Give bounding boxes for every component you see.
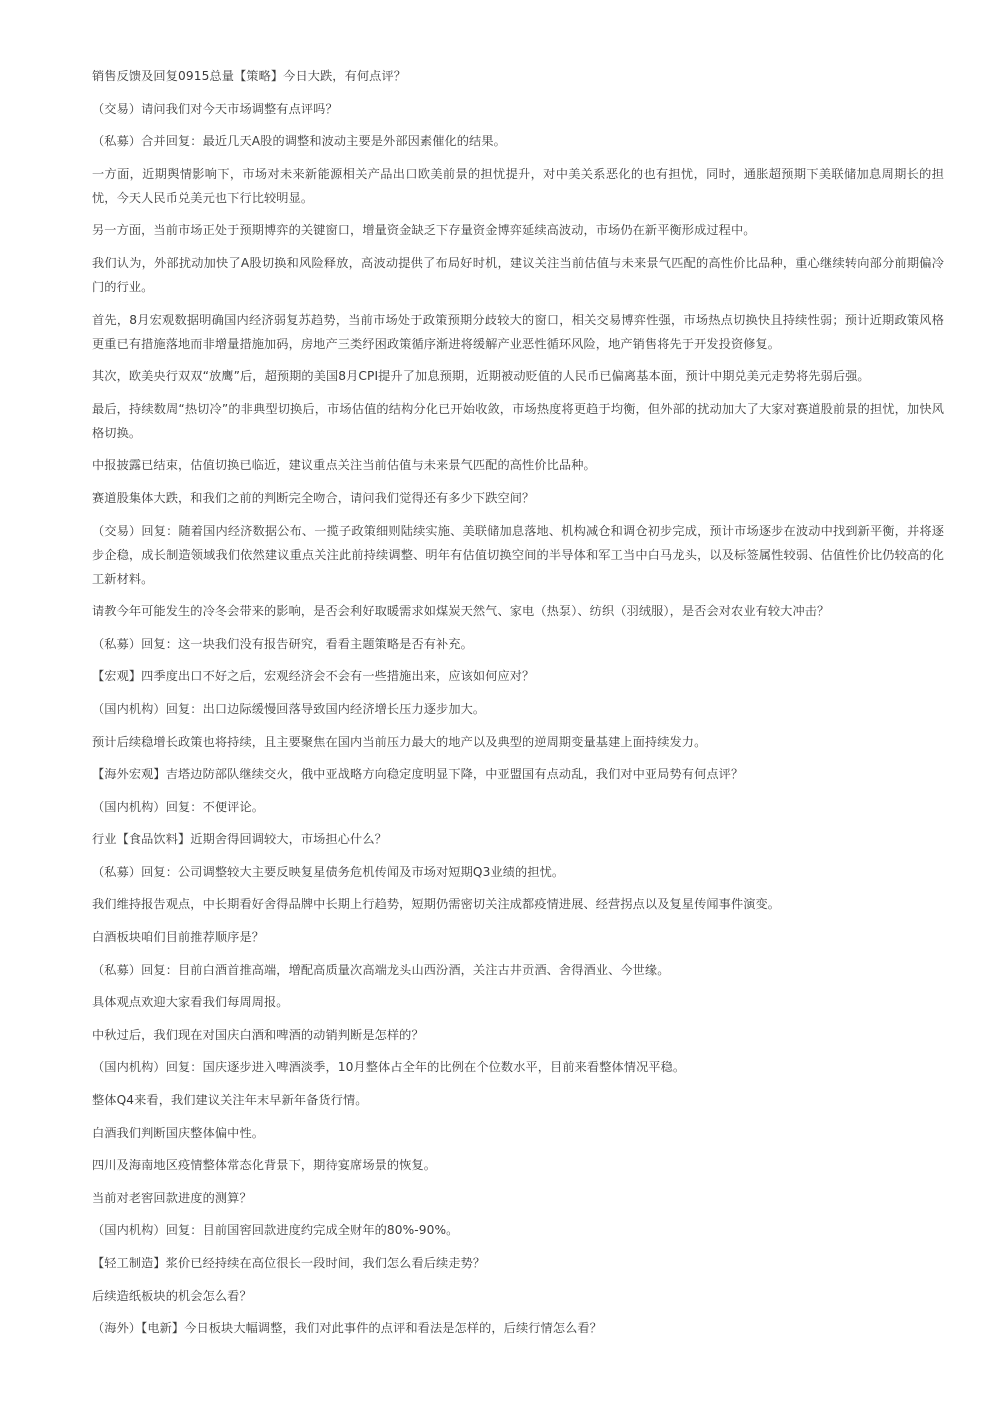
paragraph: （私募）回复：目前白酒首推高端，增配高质量次高端龙头山西汾酒，关注古井贡酒、舍得酒业、今世缘。 xyxy=(92,962,670,977)
paragraph: 当前对老窖回款进度的测算？ xyxy=(92,1190,252,1205)
paragraph: 一方面，近期舆情影响下，市场对未来新能源相关产品出口欧美前景的担忧提升，对中美关系恶化的也有担忧，同时，通胀超预期下美联储加息周期长的担忧，今天人民币兑美元也下行比较明显。 xyxy=(92,166,944,205)
paragraph: 后续造纸板块的机会怎么看？ xyxy=(92,1288,252,1303)
paragraph: （交易）回复：随着国内经济数据公布、一揽子政策细则陆续实施、美联储加息落地、机构减仓和调仓初步完成，预计市场逐步在波动中找到新平衡，并将逐步企稳，成长制造领域我们依然建议重点关注此前持续调整、明年有估值切换空间的半导体和军工当中白马龙头，以及标签属性较弱、估值性价比仍较高的化工新材料。 xyxy=(92,523,944,586)
paragraph: （国内机构）回复：出口边际缓慢回落导致国内经济增长压力逐步加大。 xyxy=(92,701,486,716)
paragraph: （国内机构）回复：目前国窖回款进度约完成全财年的80%-90%。 xyxy=(92,1223,459,1238)
paragraph: （国内机构）回复：不便评论。 xyxy=(92,799,265,814)
paragraph: 【海外宏观】吉塔边防部队继续交火，俄中亚战略方向稳定度明显下降，中亚盟国有点动乱，我们对中亚局势有何点评？ xyxy=(92,767,744,782)
paragraph: （私募）合并回复：最近几天A股的调整和波动主要是外部因素催化的结果。 xyxy=(92,134,506,149)
paragraph: 其次，欧美央行双双“放鹰”后，超预期的美国8月CPI提升了加息预期，近期被动贬值的人民币已偏离基本面，预计中期兑美元走势将先弱后强。 xyxy=(92,369,870,384)
paragraph: 白酒板块咱们目前推荐顺序是？ xyxy=(92,930,265,945)
paragraph: 四川及海南地区疫情整体常态化背景下，期待宴席场景的恢复。 xyxy=(92,1158,437,1173)
paragraph: 白酒我们判断国庆整体偏中性。 xyxy=(92,1125,265,1140)
paragraph: （私募）回复：这一块我们没有报告研究，看看主题策略是否有补充。 xyxy=(92,636,473,651)
paragraph: （私募）回复：公司调整较大主要反映复星债务危机传闻及市场对短期Q3业绩的担忧。 xyxy=(92,864,565,879)
paragraph: （海外）【电新】今日板块大幅调整，我们对此事件的点评和看法是怎样的，后续行情怎么看？ xyxy=(92,1321,602,1336)
paragraph: 【轻工制造】浆价已经持续在高位很长一段时间，我们怎么看后续走势？ xyxy=(92,1256,486,1270)
paragraph-title: 销售反馈及回复0915总量【策略】今日大跌，有何点评？ xyxy=(92,69,407,83)
paragraph: 首先，8月宏观数据明确国内经济弱复苏趋势，当前市场处于政策预期分歧较大的窗口，相关交易博弈性强，市场热点切换快且持续性弱；预计近期政策风格更重已有措施落地而非增量措施加码，房地产三类纾困政策循序渐进将缓解产业恶性循环风险，地产销售将先于开发投资修复。 xyxy=(92,312,944,351)
paragraph: （交易）请问我们对今天市场调整有点评吗？ xyxy=(92,101,338,116)
paragraph: （国内机构）回复：国庆逐步进入啤酒淡季，10月整体占全年的比例在个位数水平，目前来看整体情况平稳。 xyxy=(92,1060,686,1075)
paragraph: 赛道股集体大跌，和我们之前的判断完全吻合，请问我们觉得还有多少下跌空间？ xyxy=(92,490,535,505)
paragraph: 中秋过后，我们现在对国庆白酒和啤酒的动销判断是怎样的？ xyxy=(92,1027,424,1042)
paragraph: 中报披露已结束，估值切换已临近，建议重点关注当前估值与未来景气匹配的高性价比品种。 xyxy=(92,458,596,473)
paragraph: 我们认为，外部扰动加快了A股切换和风险释放，高波动提供了布局好时机，建议关注当前估值与未来景气匹配的高性价比品种，重心继续转向部分前期偏冷门的行业。 xyxy=(92,255,944,294)
paragraph: 整体Q4来看，我们建议关注年末早新年备货行情。 xyxy=(92,1093,368,1108)
paragraph: 最后，持续数周“热切冷”的非典型切换后，市场估值的结构分化已开始收敛，市场热度将更趋于均衡，但外部的扰动加大了大家对赛道股前景的担忧，加快风格切换。 xyxy=(92,401,944,440)
paragraph: 我们维持报告观点，中长期看好舍得品牌中长期上行趋势，短期仍需密切关注成都疫情进展、经营拐点以及复星传闻事件演变。 xyxy=(92,897,781,912)
paragraph: 行业【食品饮料】近期舍得回调较大，市场担心什么？ xyxy=(92,832,387,847)
paragraph: 另一方面，当前市场正处于预期博弈的关键窗口，增量资金缺乏下存量资金博弈延续高波动，市场仍在新平衡形成过程中。 xyxy=(92,223,756,238)
paragraph: 【宏观】四季度出口不好之后，宏观经济会不会有一些措施出来，应该如何应对？ xyxy=(92,669,535,684)
paragraph: 预计后续稳增长政策也将持续，且主要聚焦在国内当前压力最大的地产以及典型的逆周期变量基建上面持续发力。 xyxy=(92,734,707,749)
paragraph: 具体观点欢迎大家看我们每周周报。 xyxy=(92,995,289,1010)
paragraph: 请教今年可能发生的冷冬会带来的影响，是否会利好取暖需求如煤炭天然气、家电（热泵）、纺织（羽绒服），是否会对农业有较大冲击？ xyxy=(92,604,830,619)
